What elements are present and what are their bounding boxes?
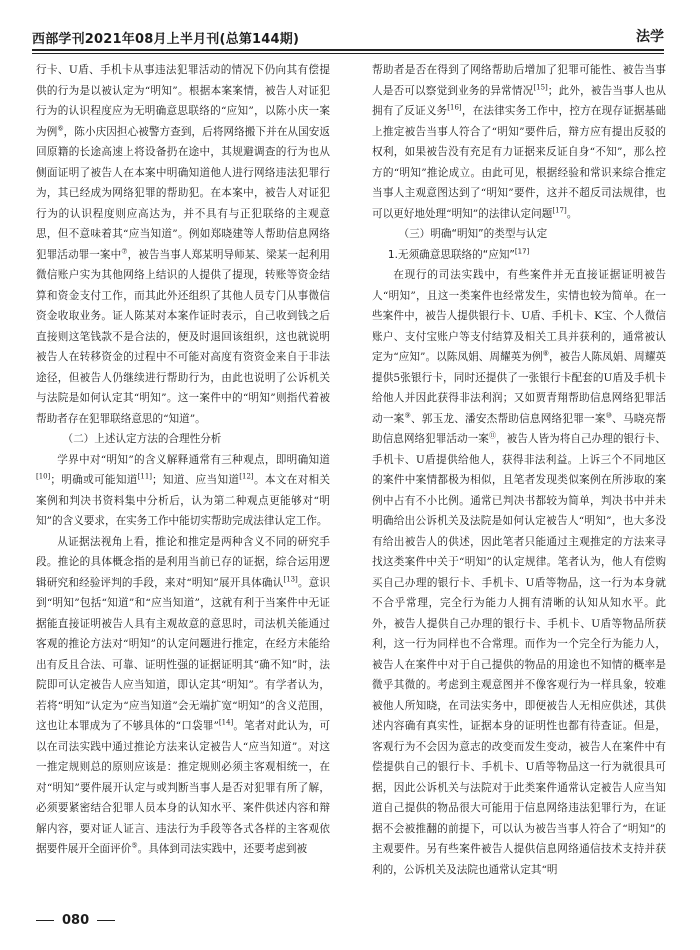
page-footer [36, 913, 115, 928]
left-column [36, 60, 330, 910]
paragraph: 行卡、U盾、手机卡从事违法犯罪活动的情况下仍向其有偿提供的行为是以被认定为“明知”。根据本案案情，被告人对证犯行为的认识程度应为无明确意思联络的“应知”，以陈小庆一案为例⑥，陈小庆因担心被警方查到，后将网络搬下并在从国安返回原籍的长途高速上将设备扔在途中，其规避调查的行为也从侧面证明了被告人在本案中明确知道他人进行网络违法犯罪行为，其已经成为网络犯罪的帮助犯。在本案中，被告人对证犯行为的认识程度则应高达为，并不具有与正犯联络的主观意思，但不意味着其“应当知道”。例如郑晓建等人帮助信息网络犯罪活动罪一案中⑦，被告当事人郑某明导师某、梁某一起利用微信账户实为其他网络上结识的人提供了提现，转账等资金结算和资金支付工作，而其此外还组织了其他人员专门从事微信资金收取业务。证人陈某对本案作证时表示，自己收到钱之后直接则这笔钱款不是合法的，便及时退回该组织，这也就说明被告人在转移资金的过程中不可能对高度有资资金来自于非法途径，但被告人仍继续进行帮助行为，由此也说明了公诉机关与法院是如何认定其“明知”。这一案件中的“明知”则指代着被帮助者存在犯罪联络意思的“知道”。 [36, 64, 330, 425]
journal-title: 西部学刊2021年08月上半月刊(总第144期) [32, 32, 300, 47]
section-heading: （二）上述认定方法的合理性分析 [62, 433, 222, 445]
paragraph: 从证据法视角上看，推论和推定是两种含义不同的研究手段。推论的具体概念指的是利用当前已存的证据，综合运用逻辑研究和经验评判的手段，来对“明知”展开具体确认[13]。意识到“明知”包括“知道”和“应当知道”，这就有利于当案件中无证据能直接证明被告人具有主观故意的意思时，司法机关能通过客观的推论方法对“明知”的认定问题进行推定，在经方未能给出有反且合法、可靠、证明性强的证据证明其“确不知”时，法院即可认定被告人应当知道，即认定其“明知”。有学者认为，若将“明知”认定为“应当知道”会无端扩宽“明知”的含义范围，这也让本罪成为了不够具体的“口袋罪”[14]。笔者对此认为，可以在司法实践中通过推论方法来认定被告人“应当知道”。对这一推定规则总的原则应该是：推定规则必须主客观相统一，在对“明知”要件展开认定与或判断当事人是否对犯罪有所了解，必须要紧密结合犯罪人员本身的认知水平、案件供述内容和辩解内容，要对证人证言、违法行为手段等各式各样的主客观依据要件展开全面评价⑤。具体到司法实践中，还要考虑到被 [36, 535, 330, 855]
paragraph: 在现行的司法实践中，有些案件并无直接证据证明被告人“明知”，且这一类案件也经常发生，实情也较为简单。在一些案件中，被告人提供银行卡、U盾、手机卡、K宝、个人微信账户、支付宝账户等支付结算及相关工具并获利的，通常被认定为“应知”。以陈凤娟、周耀英为例⑧，被告人陈凤娟、周耀英提供5张银行卡，同时还提供了一张银行卡配套的U盾及手机卡给他人并因此获得非法利润；又如贾青翔帮助信息网络犯罪活动一案⑨、郭玉龙、潘安杰帮助信息网络犯罪一案⑩、马晓亮帮助信息网络犯罪活动一案⑪，被告人皆为将自己办理的银行卡、手机卡、U盾提供给他人，获得非法利益。上诉三个不同地区的案件中案情都极为相似，且笔者发现类似案例在所涉取的案例中占有不小比例。通常已判决书都较为简单，判决书中并未明确给出公诉机关及法院是如何认定被告人“明知”，也大多没有给出被告人的供述，因此笔者只能通过主观推定的方法来寻找这类案件中关于“明知”的认定规律。笔者认为，他人有偿购买自己办理的银行卡、手机卡、U盾等物品，这一行为本身就不合乎常理，完全行为能力人拥有清晰的认知从知水平。此外，被告人提供自己办理的银行卡、手机卡、U盾等物品所获利，这一行为同样也不合常理。而作为一个完全行为能力人，被告人在案件中对于自己提供的物品的用途也不知情的概率是微乎其微的。考虑到主观意图并不像客观行为一样具象，较难被他人所知晓，在司法实务中，即便被告人无相应供述，其供述内容确有真实性，证据本身的证明性也都有待查证。但是，客观行为不会因为意志的改变而发生变动，被告人在案件中有偿提供自己的银行卡、手机卡、U盾等物品这一行为就很具可据，因此公诉机关与法院对于此类案件通常认定被告人应当知道自己提供的物品很大可能用于信息网络违法犯罪行为，在证据不会被推翻的前提下，可以认为被告当事人符合了“明知”的主观要件。另有些案件被告人提供信息网络通信技术支持并获利的，公诉机关及法院也通常认定其“明 [372, 269, 666, 876]
running-header [32, 26, 664, 48]
section-heading: （三）明确“明知”的类型与认定 [398, 228, 548, 240]
footer-dash-left [36, 920, 54, 922]
section-name: 法学 [636, 29, 664, 45]
subsection-heading: 1.无须确意思联络的“应知”[17] [387, 246, 530, 261]
page-number: 080 [62, 913, 90, 928]
paragraph: 帮助者是否在得到了网络帮助后增加了犯罪可能性、被告当事人是否可以察觉到业务的异常情况[15]；此外，被告当事人也从拥有了反证义务[16]，在法律实务工作中，控方在现存证据基础上推定被告当事人符合了“明知”要件后，辩方应有提出反驳的权利，如果被告没有充足有力证据来反证自身“不知”，那么控方的“明知”推论成立。由此可见，根据经验和常识来综合推定当事人主观意图达到了“明知”要件，这并不超反司法规律，也可以更好地处理“明知”的法律认定问题[17]。 [372, 64, 666, 220]
footer-dash-right [97, 920, 115, 922]
paragraph: 学界中对“明知”的含义解释通常有三种观点，即明确知道[10]；明确或可能知道[11]；知道、应当知道[12]。本文在对相关案例和判决书资料集中分析后，认为第二种观点更能够对“明知”的含义要求，在实务工作中能切实帮助完成法律认定工作。 [36, 453, 330, 527]
header-rule-thin [32, 53, 664, 54]
right-column [372, 60, 666, 910]
header-rule-thick [32, 49, 664, 51]
